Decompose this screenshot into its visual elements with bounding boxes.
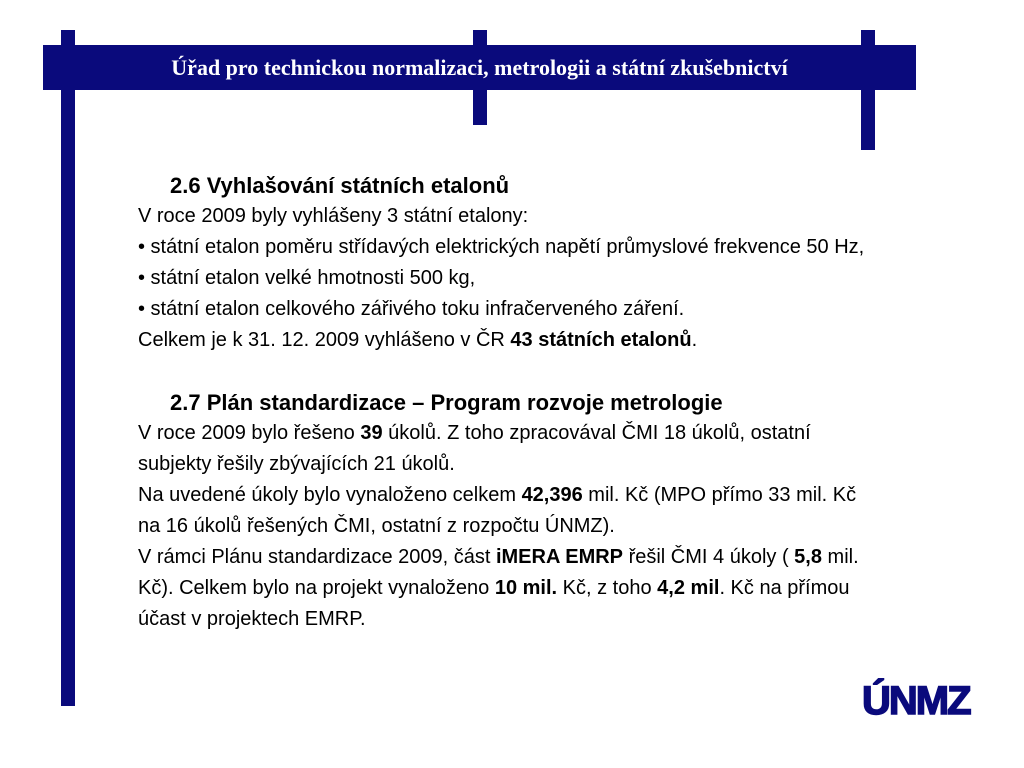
left-vertical-bar: [61, 30, 75, 706]
slide-content: [138, 170, 878, 635]
header-banner: [43, 45, 916, 90]
section-2-7-paragraph-3: V rámci Plánu standardizace 2009, část iMERA EMRP řešil ČMI 4 úkoly ( 5,8 mil. Kč). Celkem bylo na projekt vynaloženo 10 mil. Kč, z toho 4,2 mil. Kč na přímou účast v projektech EMRP.: [138, 546, 859, 630]
etalon-count: 43 státních etalonů: [510, 329, 692, 351]
unmz-logo: [858, 674, 978, 720]
section-2-7-heading: 2.7 Plán standardizace – Program rozvoje metrologie: [170, 390, 723, 415]
section-2-6-summary: Celkem je k 31. 12. 2009 vyhlášeno v ČR 43 státních etalonů.: [138, 329, 698, 351]
section-2-7-paragraph-1: V roce 2009 bylo řešeno 39 úkolů. Z toho zpracovával ČMI 18 úkolů, ostatní subjekty řešily zbývajících 21 úkolů.: [138, 422, 811, 475]
section-2-7-paragraph-2: Na uvedené úkoly bylo vynaloženo celkem 42,396 mil. Kč (MPO přímo 33 mil. Kč na 16 úkolů řešených ČMI, ostatní z rozpočtu ÚNMZ).: [138, 484, 857, 537]
bullet-item: • státní etalon poměru střídavých elektrických napětí průmyslové frekvence 50 Hz,: [138, 236, 865, 258]
header-title: Úřad pro technickou normalizaci, metrologii a státní zkušebnictví: [171, 54, 788, 80]
bullet-item: • státní etalon velké hmotnosti 500 kg,: [138, 267, 476, 289]
section-2-6-heading: 2.6 Vyhlašování státních etalonů: [170, 173, 510, 198]
section-2-6-intro: V roce 2009 byly vyhlášeny 3 státní etalony:: [138, 205, 529, 227]
logo-text: ÚNMZ: [862, 679, 970, 720]
bullet-item: • státní etalon celkového zářivého toku infračerveného záření.: [138, 298, 685, 320]
